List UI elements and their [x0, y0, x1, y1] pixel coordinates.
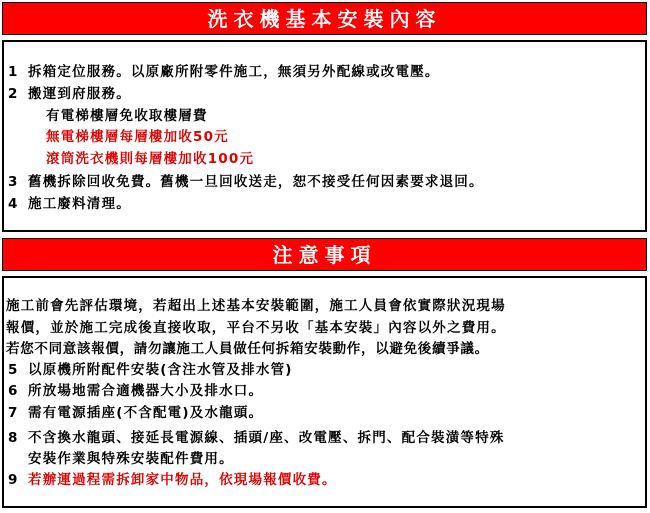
paragraph-line: 施工前會先評估環境，若超出上述基本安裝範圍，施工人員會依實際狀況現場: [6, 298, 506, 314]
list-item: 8 不含換水龍頭、接延長電源線、插頭/座、改電壓、拆門、配合裝潢等特殊: [8, 430, 505, 446]
list-item: 4 施工廢料清理。: [8, 196, 131, 212]
list-item: 6 所放場地需合適機器大小及排水口。: [8, 383, 264, 399]
list-item: 2 搬運到府服務。: [8, 86, 131, 102]
list-item: 3 舊機拆除回收免費。舊機一旦回收送走，恕不接受任何因素要求退回。: [8, 174, 484, 190]
sub-item-red: 滾筒洗衣機則每層樓加收100元: [46, 151, 255, 167]
paragraph-line: 報價，並於施工完成後直接收取，平台不另收「基本安裝」內容以外之費用。: [6, 320, 506, 336]
list-item-continued: 安裝作業與特殊安裝配件費用。: [28, 451, 234, 467]
sub-item: 有電梯樓層免收取樓層費: [46, 108, 208, 124]
list-item: 1 拆箱定位服務。以原廠所附零件施工，無須另外配線或改電壓。: [8, 64, 440, 80]
list-item: 5 以原機所附配件安裝(含注水管及排水管): [8, 362, 293, 378]
list-item-red: 9 若辦運過程需拆卸家中物品，依現場報價收費。: [8, 472, 337, 488]
section2-title: 注意事項: [2, 238, 647, 271]
paragraph-line: 若您不同意該報價，請勿讓施工人員做任何拆箱安裝動作，以避免後續爭議。: [6, 341, 489, 357]
section1-title: 洗衣機基本安裝內容: [2, 2, 647, 35]
list-item: 7 需有電源插座(不含配電)及水龍頭。: [8, 405, 264, 421]
sub-item-red: 無電梯樓層每層樓加收50元: [46, 129, 229, 145]
